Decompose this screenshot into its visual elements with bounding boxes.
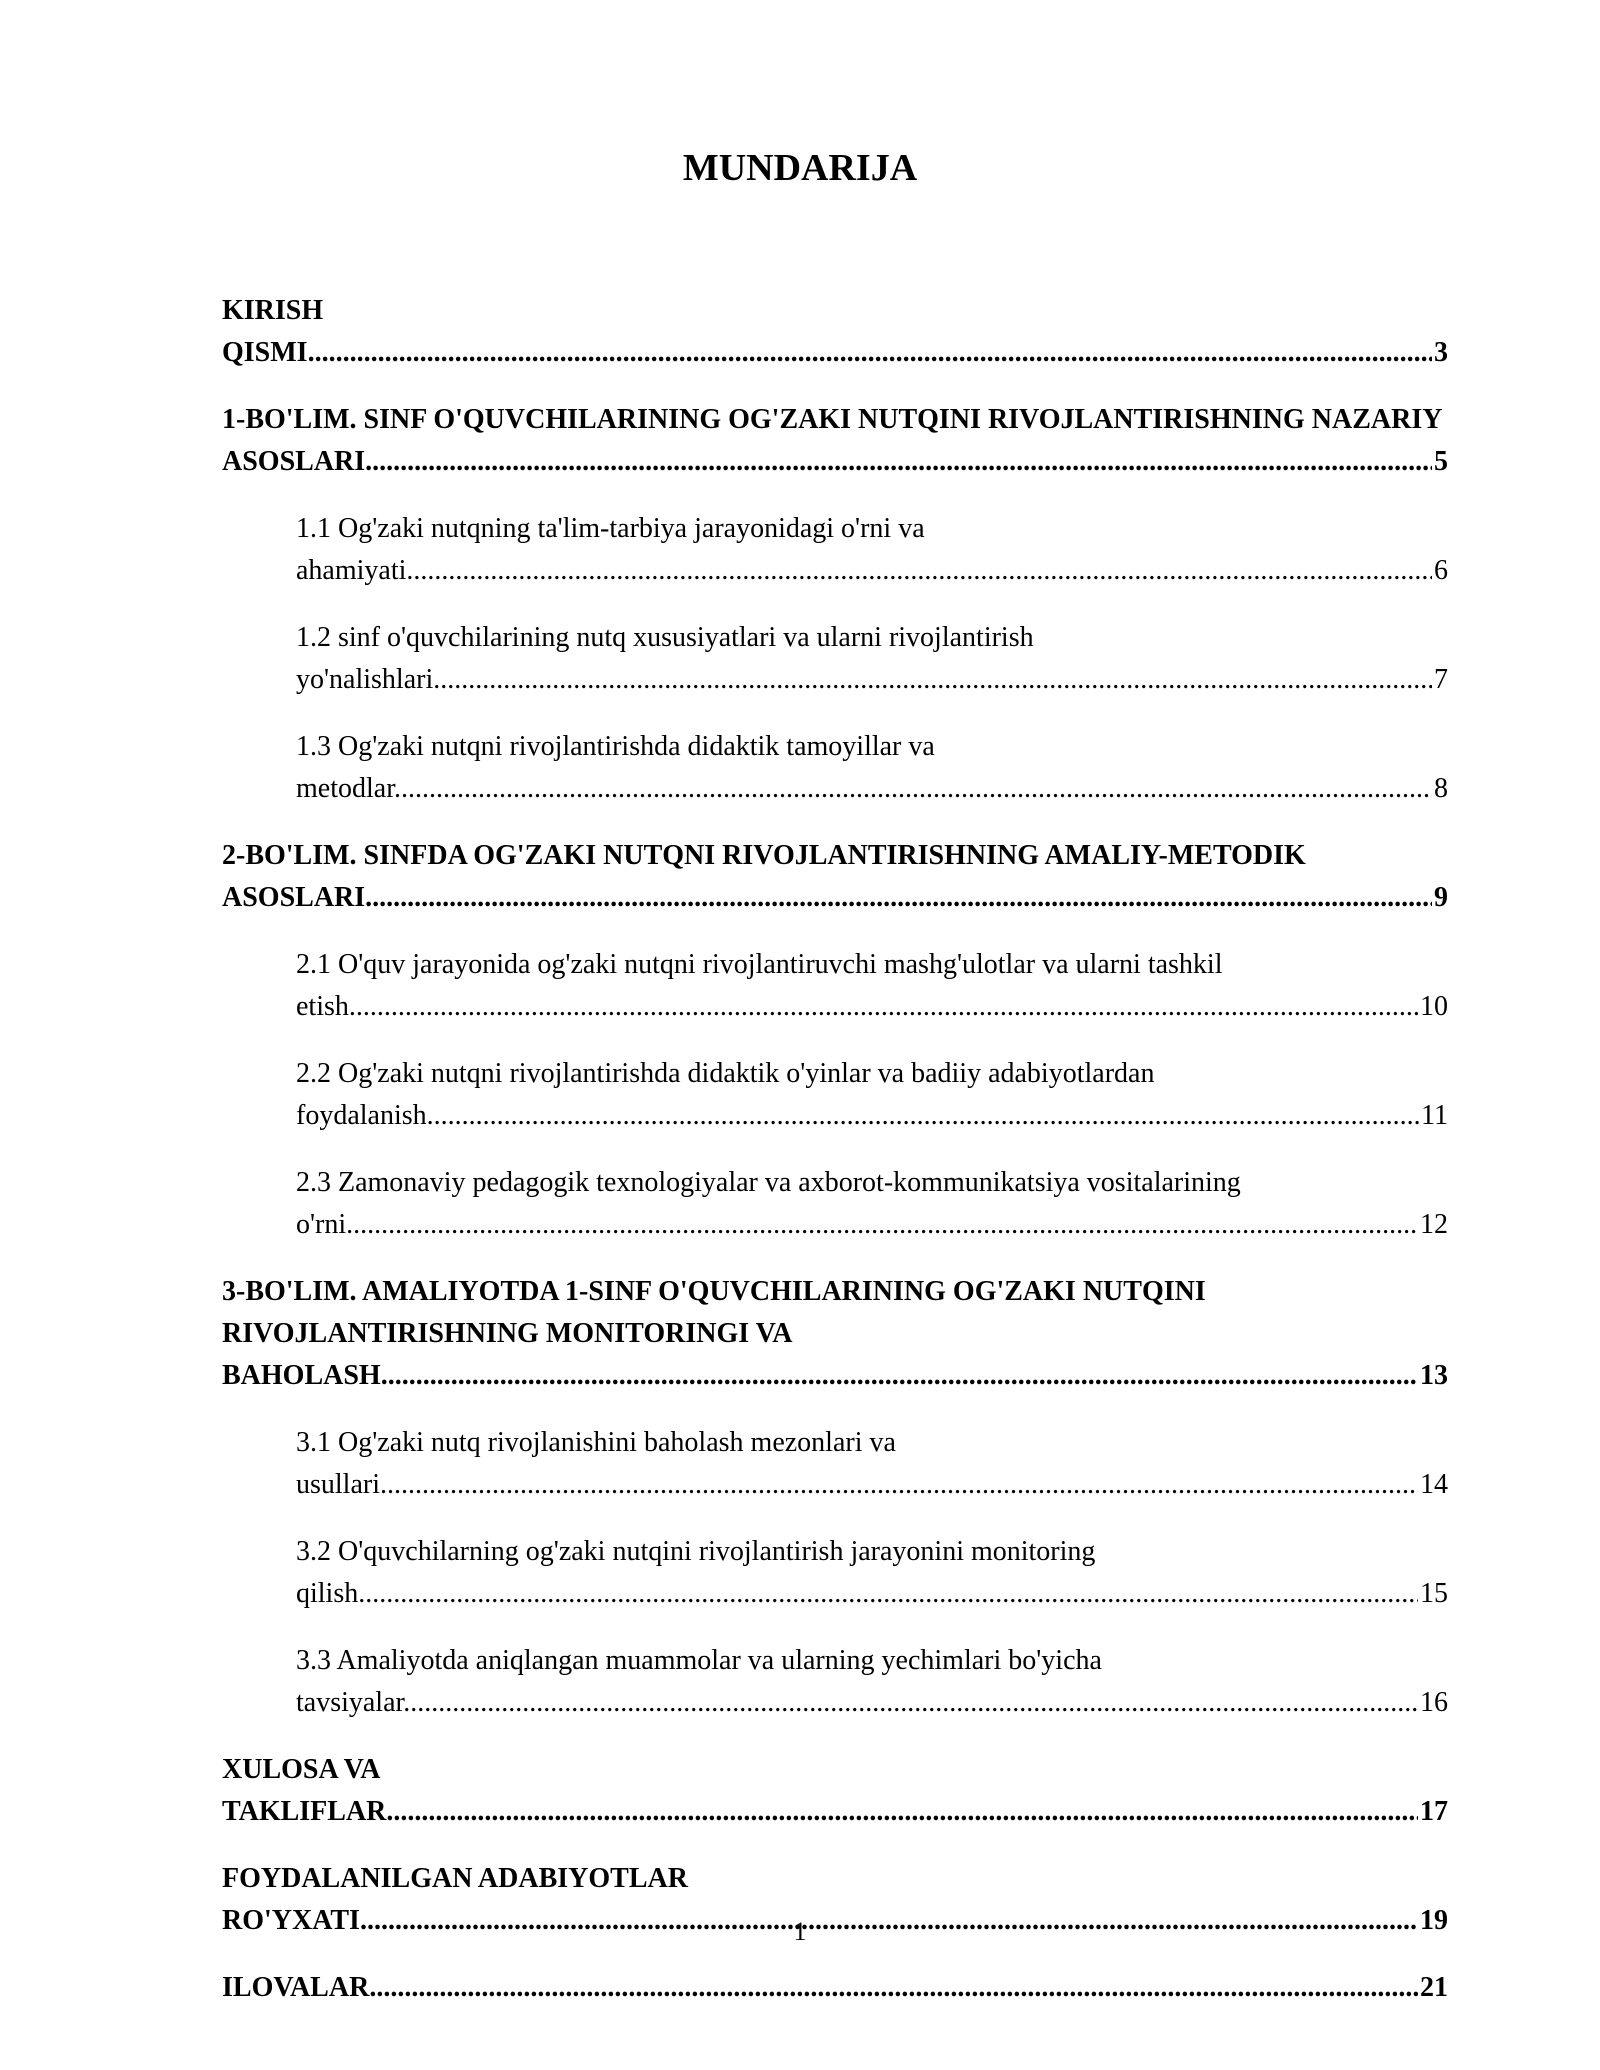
toc-entry-page: 16	[1418, 1682, 1448, 1724]
toc-entry-title: 3.2 O'quvchilarning og'zaki nutqini rivojlantirish jarayonini monitoring qilish .....	[296, 1536, 1448, 1609]
toc-entry-conclusion[interactable]	[222, 1749, 1448, 1833]
toc-entry-title: 1.3 Og'zaki nutqni rivojlantirishda didaktik tamoyillar va metodlar .....	[296, 731, 1448, 804]
toc-entry-page: 6	[1432, 550, 1448, 592]
toc-entry-title: ILOVALAR .....	[222, 1972, 1448, 2003]
toc-entry-title: 2-BO'LIM. SINFDA OG'ZAKI NUTQNI RIVOJLANTIRISHNING AMALIY-METODIK ASOSLARI .....	[222, 840, 1448, 913]
toc-entry-page: 8	[1432, 768, 1448, 810]
toc-entry-page: 7	[1432, 659, 1448, 701]
toc-entry-section-1-3[interactable]	[222, 726, 1448, 810]
toc-entry-section-3-2[interactable]	[222, 1531, 1448, 1615]
toc-entry-page: 14	[1418, 1464, 1448, 1506]
toc-entry-page: 10	[1418, 986, 1448, 1028]
toc-entry-title: 2.3 Zamonaviy pedagogik texnologiyalar va axborot-kommunikatsiya vositalarining o'rni .....	[296, 1167, 1448, 1240]
toc-entry-section-2-3[interactable]	[222, 1162, 1448, 1246]
toc-entry-section-3-3[interactable]	[222, 1640, 1448, 1724]
toc-entry-page: 21	[1418, 1967, 1448, 2009]
toc-entry-appendices[interactable]	[222, 1967, 1448, 2009]
toc-entry-title: 1-BO'LIM. SINF O'QUVCHILARINING OG'ZAKI NUTQINI RIVOJLANTIRISHNING NAZARIY ASOSLARI .....	[222, 404, 1448, 477]
toc-entry-title: 3.3 Amaliyotda aniqlangan muammolar va ularning yechimlari bo'yicha tavsiyalar .....	[296, 1645, 1448, 1718]
toc-entry-section-1-2[interactable]	[222, 617, 1448, 701]
toc-entry-page: 3	[1432, 332, 1448, 374]
toc-entry-title: 1.1 Og'zaki nutqning ta'lim-tarbiya jarayonidagi o'rni va ahamiyati .....	[296, 513, 1448, 586]
page-number: 1	[793, 1917, 807, 1946]
toc-entry-title: 2.2 Og'zaki nutqni rivojlantirishda didaktik o'yinlar va badiiy adabiyotlardan foydalanish .....	[296, 1058, 1448, 1131]
toc-entry-page: 17	[1418, 1791, 1448, 1833]
toc-entry-page: 15	[1418, 1573, 1448, 1615]
toc-entry-title: 1.2 sinf o'quvchilarining nutq xususiyatlari va ularni rivojlantirish yo'nalishlari .....	[296, 622, 1448, 695]
toc-entry-section-2-2[interactable]	[222, 1053, 1448, 1137]
toc-entry-title: 3-BO'LIM. AMALIYOTDA 1-SINF O'QUVCHILARINING OG'ZAKI NUTQINI RIVOJLANTIRISHNING MONITORINGI VA BAHOLASH .....	[222, 1276, 1448, 1391]
toc-entry-chapter-1[interactable]	[222, 399, 1448, 483]
toc-entry-chapter-2[interactable]	[222, 835, 1448, 919]
toc-entry-title: 2.1 O'quv jarayonida og'zaki nutqni rivojlantiruvchi mashg'ulotlar va ularni tashkil etish .....	[296, 949, 1448, 1022]
toc-entry-title: XULOSA VA TAKLIFLAR .....	[222, 1754, 1448, 1827]
toc-entry-introduction[interactable]	[222, 290, 1448, 374]
toc-entry-chapter-3[interactable]	[222, 1271, 1448, 1397]
toc-entry-page: 5	[1432, 441, 1448, 483]
toc-entry-page: 11	[1419, 1095, 1448, 1137]
table-of-contents	[222, 290, 1448, 2034]
toc-entry-section-1-1[interactable]	[222, 508, 1448, 592]
toc-entry-title: KIRISH QISMI .....	[222, 295, 1448, 368]
toc-entry-page: 19	[1418, 1900, 1448, 1942]
page-title: MUNDARIJA	[682, 147, 918, 189]
toc-entry-section-3-1[interactable]	[222, 1422, 1448, 1506]
toc-entry-title: FOYDALANILGAN ADABIYOTLAR RO'YXATI .....	[222, 1863, 1448, 1936]
toc-entry-title: 3.1 Og'zaki nutq rivojlanishini baholash mezonlari va usullari .....	[296, 1427, 1448, 1500]
toc-entry-section-2-1[interactable]	[222, 944, 1448, 1028]
toc-entry-page: 13	[1418, 1355, 1448, 1397]
toc-entry-page: 9	[1432, 877, 1448, 919]
toc-entry-page: 12	[1418, 1204, 1448, 1246]
